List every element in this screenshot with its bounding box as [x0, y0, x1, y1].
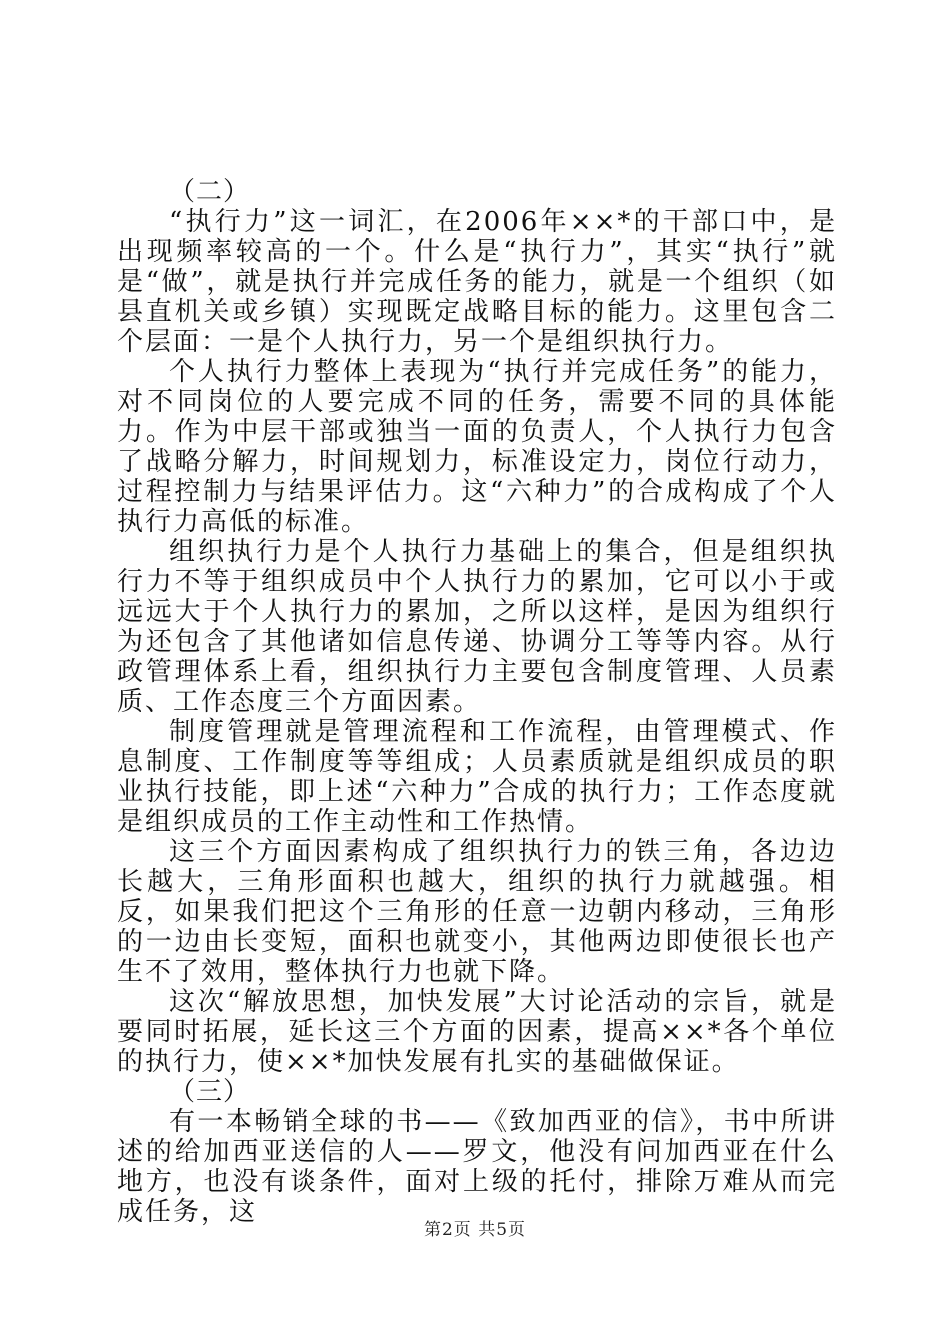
paragraph-iron-triangle: 这三个方面因素构成了组织执行力的铁三角，各边边长越大，三角形面积也越大，组织的执行力就越强。相反，如果我们把这个三角形的任意一边朝内移动，三角形的一边由长变短，面积也就变小，其他两边即使很长也产生不了效用，整体执行力也就下降。 [117, 837, 837, 987]
paragraph-organizational-execution: 组织执行力是个人执行力基础上的集合，但是组织执行力不等于组织成员中个人执行力的累加，它可以小于或远远大于个人执行力的累加，之所以这样，是因为组织行为还包含了其他诸如信息传递、协调分工等等内容。从行政管理体系上看，组织执行力主要包含制度管理、人员素质、工作态度三个方面因素。 [117, 537, 837, 717]
document-body [117, 177, 837, 1227]
paragraph-personal-execution: 个人执行力整体上表现为“执行并完成任务”的能力，对不同岗位的人要完成不同的任务，需要不同的具体能力。作为中层干部或独当一面的负责人，个人执行力包含了战略分解力，时间规划力，标准设定力，岗位行动力，过程控制力与结果评估力。这“六种力”的合成构成了个人执行力高低的标准。 [117, 357, 837, 537]
paragraph-three-factors: 制度管理就是管理流程和工作流程，由管理模式、作息制度、工作制度等等组成；人员素质就是组织成员的职业执行技能，即上述“六种力”合成的执行力；工作态度就是组织成员的工作主动性和工作热情。 [117, 717, 837, 837]
section-heading-3: （三） [169, 1077, 251, 1107]
paragraph-execution-definition: “执行力”这一词汇，在2006年××*的干部口中，是出现频率较高的一个。什么是“执行力”，其实“执行”就是“做”，就是执行并完成任务的能力，就是一个组织（如县直机关或乡镇）实现既定战略目标的能力。这里包含二个层面：一是个人执行力，另一个是组织执行力。 [117, 207, 837, 357]
paragraph-garcia-letter: 有一本畅销全球的书——《致加西亚的信》，书中所讲述的给加西亚送信的人——罗文，他没有问加西亚在什么地方，也没有谈条件，面对上级的托付，排除万难从而完成任务，这 [117, 1107, 837, 1227]
paragraph-discussion-purpose: 这次“解放思想，加快发展”大讨论活动的宗旨，就是要同时拓展，延长这三个方面的因素，提高××*各个单位的执行力，使××*加快发展有扎实的基础做保证。 [117, 987, 837, 1077]
page-number-footer: 第2页 共5页 [423, 1220, 527, 1240]
section-heading-2: （二） [169, 177, 251, 207]
